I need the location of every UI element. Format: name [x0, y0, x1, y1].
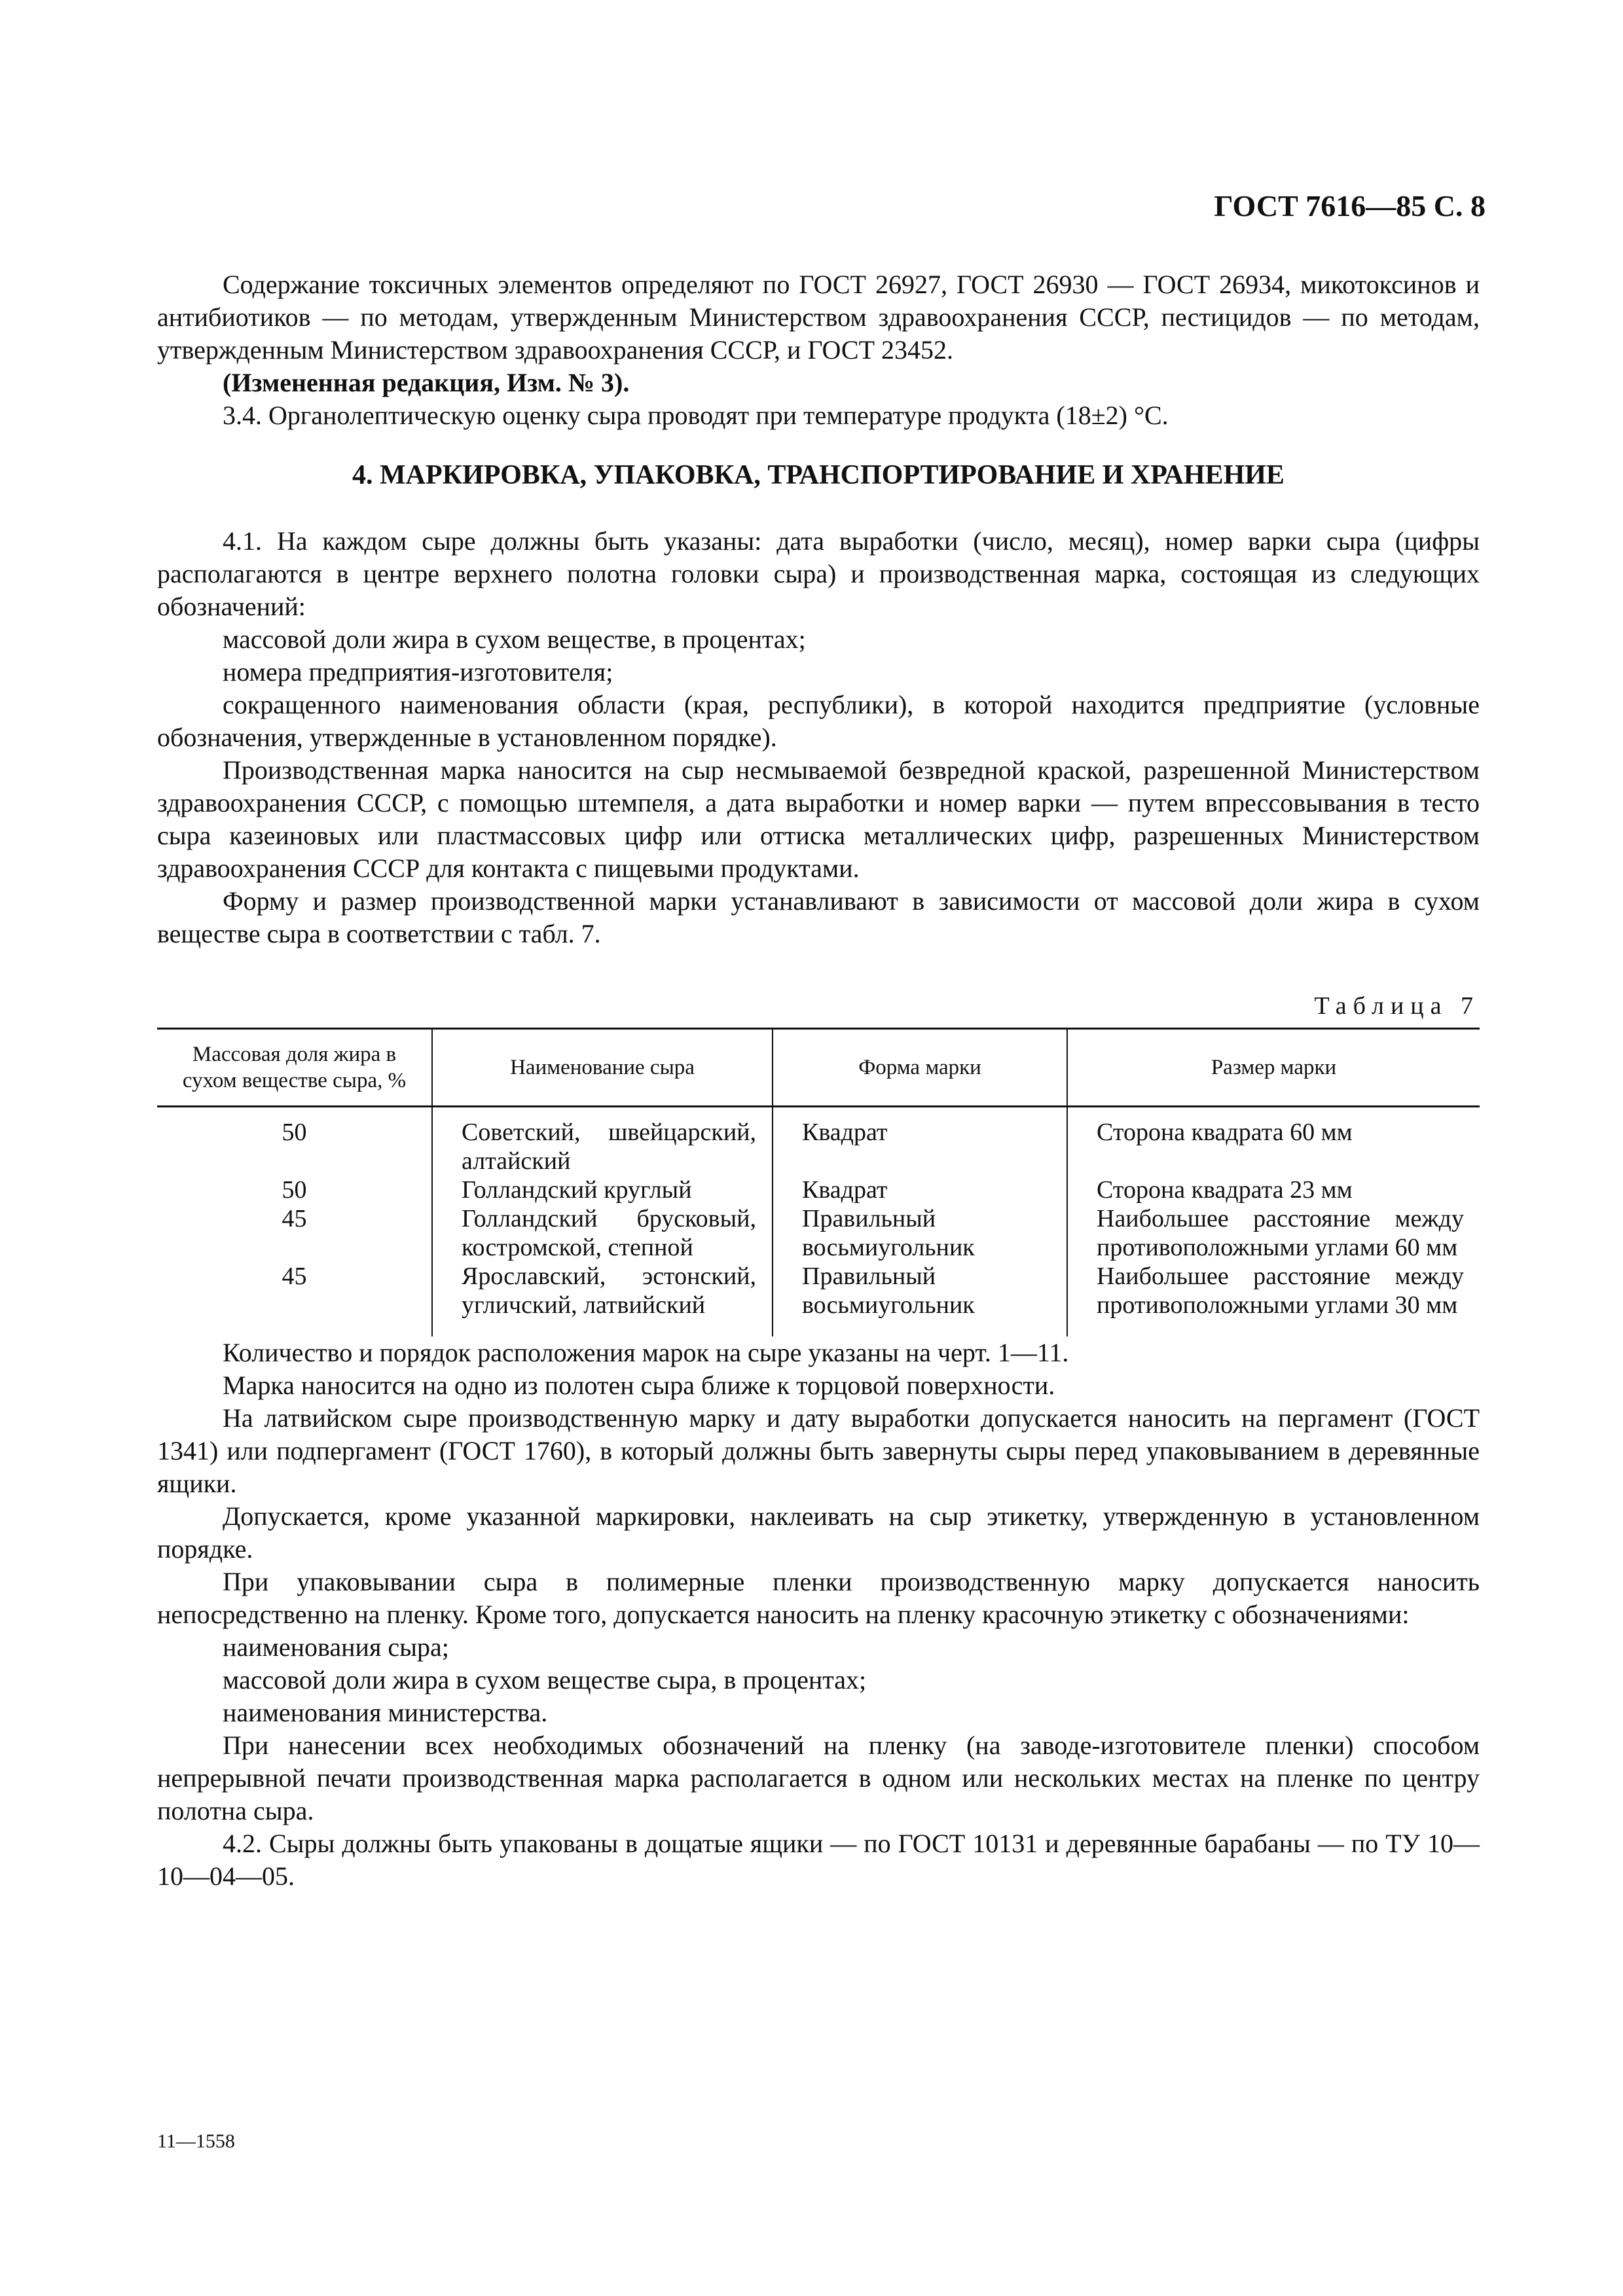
table-cell: 45 [282, 1205, 307, 1232]
table-cell: 45 [282, 1263, 307, 1290]
paragraph-label-allowed: Допускается, кроме указанной маркировки, наклеивать на сыр этикетку, утвержденную в установленном порядке. [157, 1501, 1480, 1564]
table-row [157, 1107, 1480, 1176]
page-header: ГОСТ 7616—85 С. 8 [1214, 189, 1486, 223]
table-row [157, 1262, 1480, 1336]
paragraph-4-1: 4.1. На каждом сыре должны быть указаны: дата выработки (число, месяц), номер варки сыра (цифры располагаются в центре верхнего полотна головки сыра) и производственная марка, состоящая из следующих обозначений: [157, 526, 1480, 621]
table-caption: Таблица 7 [1314, 992, 1480, 1020]
table-cell: Ярославский, эстонский, угличский, латвийский [432, 1262, 773, 1336]
table-cell: Правильный восьмиугольник [773, 1204, 1067, 1262]
paragraph-mark-count: Количество и порядок расположения марок на сыре указаны на черт. 1—11. [223, 1338, 1069, 1367]
column-header-size: Размер марки [1067, 1029, 1480, 1107]
table-cell: 50 [282, 1119, 307, 1146]
table-cell: Правильный восьмиугольник [773, 1262, 1067, 1336]
list-item: наименования сыра; [223, 1632, 449, 1662]
page-footer-code: 11—1558 [157, 2130, 235, 2152]
table-header-row [157, 1029, 1480, 1107]
paragraph-3-4: 3.4. Органолептическую оценку сыра проводят при температуре продукта (18±2) °С. [223, 401, 1169, 430]
table-row [157, 1204, 1480, 1262]
amendment-note: (Измененная редакция, Изм. № 3). [223, 368, 630, 397]
list-item: наименования министерства. [223, 1698, 548, 1727]
list-item: массовой доли жира в сухом веществе сыра, в процентах; [223, 1665, 867, 1695]
list-item: номера предприятия-изготовителя; [223, 657, 613, 687]
paragraph-marking-paint: Производственная марка наносится на сыр несмываемой безвредной краской, разрешенной Министерством здравоохранения СССР, с помощью штемпеля, а дата выработки и номер варки — путем впрессовывания в тесто сыра казеиновых или пластмассовых цифр или оттиска металлических цифр, разрешенных Министерством здравоохранения СССР для контакта с пищевыми продуктами. [157, 755, 1480, 883]
table-7 [157, 1028, 1480, 1336]
paragraph-toxic-elements: Содержание токсичных элементов определяют по ГОСТ 26927, ГОСТ 26930 — ГОСТ 26934, микотоксинов и антибиотиков — по методам, утвержденным Министерством здравоохранения СССР, пестицидов — по методам, утвержденным Министерством здравоохранения СССР, и ГОСТ 23452. [157, 270, 1480, 365]
table-row [157, 1175, 1480, 1204]
section-4-title: 4. МАРКИРОВКА, УПАКОВКА, ТРАНСПОРТИРОВАНИЕ И ХРАНЕНИЕ [352, 460, 1285, 490]
paragraph-polymer-film: При упаковывании сыра в полимерные пленки производственную марку допускается наносить непосредственно на пленку. Кроме того, допускается наносить на пленку красочную этикетку с обозначениями: [157, 1567, 1480, 1629]
paragraph-latvian-cheese: На латвийском сыре производственную марку и дату выработки допускается наносить на пергамент (ГОСТ 1341) или подпергамент (ГОСТ 1760), в который должны быть завернуты сыры перед упаковыванием в деревянные ящики. [157, 1403, 1480, 1498]
column-header-fat: Массовая доля жира в сухом веществе сыра, % [157, 1029, 432, 1107]
paragraph-continuous-print: При нанесении всех необходимых обозначений на пленку (на заводе-изготовителе пленки) способом непрерывной печати производственная марка располагается в одном или нескольких местах на пленке по центру полотна сыра. [157, 1731, 1480, 1825]
table-cell: Квадрат [773, 1175, 1067, 1204]
table-cell: 50 [282, 1176, 307, 1204]
column-header-name: Наименование сыра [432, 1029, 773, 1107]
paragraph-4-2: 4.2. Сыры должны быть упакованы в дощатые ящики — по ГОСТ 10131 и деревянные барабаны — по ТУ 10—10—04—05. [157, 1829, 1480, 1891]
table-cell: Наибольшее расстояние между противоположными углами 60 мм [1067, 1204, 1480, 1262]
table-cell: Квадрат [773, 1107, 1067, 1176]
page-content [157, 268, 1480, 1893]
paragraph-mark-location: Марка наносится на одно из полотен сыра ближе к торцовой поверхности. [223, 1371, 1055, 1400]
list-item: массовой доли жира в сухом веществе, в процентах; [223, 624, 806, 654]
table-cell: Сторона квадрата 60 мм [1067, 1107, 1480, 1176]
table-cell: Сторона квадрата 23 мм [1067, 1175, 1480, 1204]
list-item: сокращенного наименования области (края, республики), в которой находится предприятие (условные обозначения, утвержденные в установленном порядке). [157, 690, 1480, 752]
table-cell: Наибольшее расстояние между противоположными углами 30 мм [1067, 1262, 1480, 1336]
paragraph-marking-shape: Форму и размер производственной марки устанавливают в зависимости от массовой доли жира в сухом веществе сыра в соответствии с табл. 7. [157, 886, 1480, 948]
table-cell: Советский, швейцарский, алтайский [432, 1107, 773, 1176]
table-cell: Голландский круглый [432, 1175, 773, 1204]
column-header-shape: Форма марки [773, 1029, 1067, 1107]
table-cell: Голландский брусковый, костромской, степной [432, 1204, 773, 1262]
